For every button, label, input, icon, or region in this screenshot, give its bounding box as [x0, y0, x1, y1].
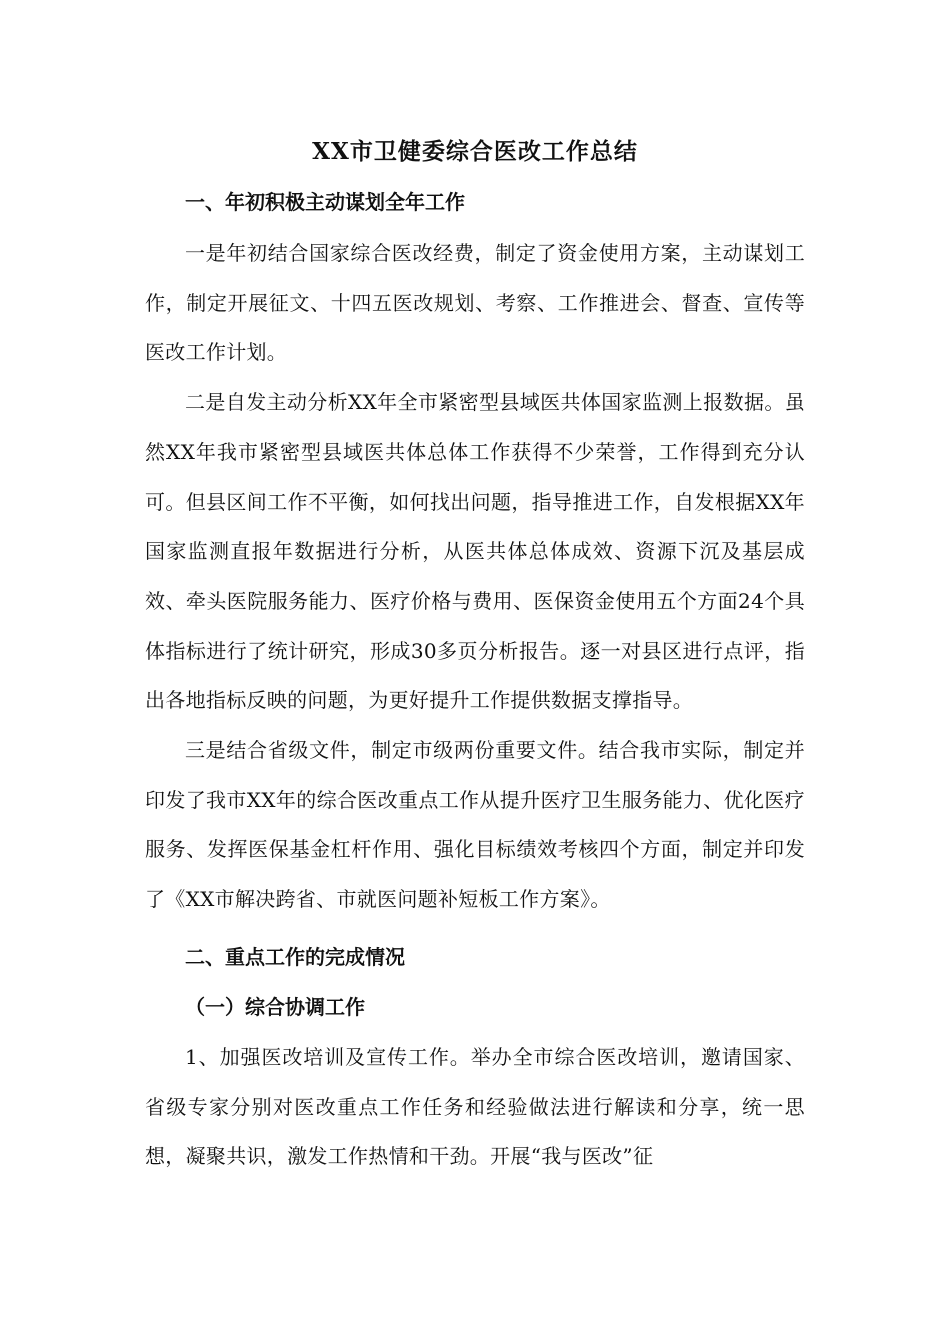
paragraph-1: 一是年初结合国家综合医改经费，制定了资金使用方案，主动谋划工作，制定开展征文、十四五医改规划、考察、工作推进会、督查、宣传等医改工作计划。	[145, 241, 805, 365]
document-page	[145, 132, 805, 1182]
paragraph-2: 二是自发主动分析XX年全市紧密型县域医共体国家监测上报数据。虽然XX年我市紧密型县域医共体总体工作获得不少荣誉，工作得到充分认可。但县区间工作不平衡，如何找出问题，指导推进工作，自发根据XX年国家监测直报年数据进行分析，从医共体总体成效、资源下沉及基层成效、牵头医院服务能力、医疗价格与费用、医保资金使用五个方面24个具体指标进行了统计研究，形成30多页分析报告。逐一对县区进行点评，指出各地指标反映的问题，为更好提升工作提供数据支撑指导。	[145, 390, 805, 713]
paragraph-4: 1、加强医改培训及宣传工作。举办全市综合医改培训，邀请国家、省级专家分别对医改重点工作任务和经验做法进行解读和分享，统一思想，凝聚共识，激发工作热情和干劲。开展“我与医改”征	[145, 1044, 805, 1169]
subsection-1-heading: （一）综合协调工作	[185, 994, 365, 1019]
paragraph-3: 三是结合省级文件，制定市级两份重要文件。结合我市实际，制定并印发了我市XX年的综合医改重点工作从提升医疗卫生服务能力、优化医疗服务、发挥医保基金杠杆作用、强化目标绩效考核四个方面，制定并印发了《XX市解决跨省、市就医问题补短板工作方案》。	[145, 738, 805, 912]
section-2-heading: 二、重点工作的完成情况	[185, 944, 405, 969]
section-1-heading: 一、年初积极主动谋划全年工作	[185, 190, 465, 214]
document-title: XX市卫健委综合医改工作总结	[312, 138, 638, 165]
